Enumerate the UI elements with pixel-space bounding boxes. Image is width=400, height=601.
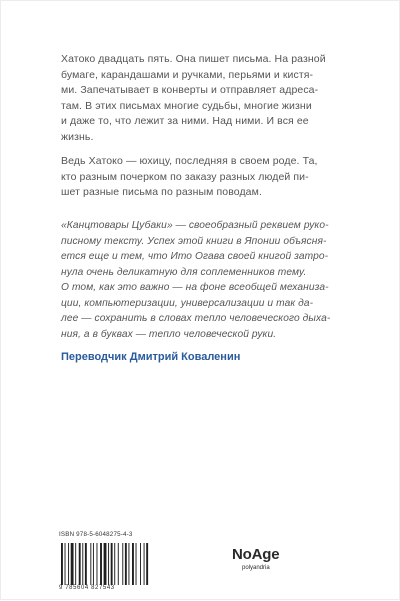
publisher-logo — [232, 546, 312, 576]
barcode-bar — [68, 543, 69, 585]
quote-line: ции, компьютеризации, универсализации и так да- — [61, 297, 314, 309]
barcode-bar — [140, 543, 141, 585]
text-line: кто разным почерком по заказу разных людей пи- — [61, 170, 309, 183]
barcode-bar — [108, 543, 109, 585]
publisher-logo-sub: polyandria — [242, 565, 270, 571]
barcode-bar — [111, 543, 113, 585]
barcode-bar — [146, 543, 148, 585]
barcode-bar — [100, 543, 102, 585]
text-line: Ведь Хатоко — юхицу, последняя в своем роде. Та, — [61, 155, 318, 167]
quote-line: ется еще и тем, что Ито Огава своей книгой затро- — [61, 251, 329, 262]
barcode-bar — [122, 543, 123, 585]
description-paragraph-1 — [61, 52, 345, 145]
barcode-bar — [82, 543, 83, 585]
barcode-bar — [71, 543, 74, 585]
isbn-label: ISBN 978-5-6048275-4-3 — [59, 531, 133, 538]
barcode-bar — [118, 543, 119, 585]
barcode-icon — [59, 543, 179, 591]
barcode-bar — [136, 543, 137, 585]
quote-line: ния, а в буквах — тепло человеческой руки. — [61, 328, 277, 340]
barcode-bar — [65, 543, 66, 585]
description-paragraph-2 — [61, 154, 345, 201]
barcode-bar — [85, 543, 87, 585]
barcode-bar — [128, 543, 129, 585]
text-line: жизнь. — [61, 130, 94, 143]
barcode-bar — [90, 543, 91, 585]
barcode-bar — [75, 543, 76, 585]
text-line: ми. Запечатывает в конверты и отправляет адреса- — [61, 84, 319, 96]
text-line: там. В этих письмах многие судьбы, многие жизни — [61, 99, 312, 112]
text-line: шет разные письма по разным поводам. — [61, 186, 262, 198]
text-line: Хатоко двадцать пять. Она пишет письма. На разной — [61, 53, 326, 65]
barcode-bar — [79, 543, 81, 585]
barcode-bar — [132, 543, 134, 585]
isbn-barcode-block — [59, 531, 179, 601]
translator-credit: Переводчик Дмитрий Коваленин — [61, 351, 241, 363]
barcode-bar — [144, 543, 145, 585]
barcode-bar — [61, 543, 63, 585]
barcode-bar — [104, 543, 107, 585]
publisher-logo-main: NoAge — [232, 546, 280, 563]
barcode-bar — [125, 543, 127, 585]
text-line: бумаге, карандашами и ручками, перьями и кистя- — [61, 68, 314, 81]
quote-line: «Канцтовары Цубаки» — своеобразный реквием руко- — [61, 220, 329, 231]
barcode-bar — [114, 543, 115, 585]
quote-line: лее — сохранить в словах тепло человеческого дыха- — [61, 313, 331, 324]
quote-line: писному тексту. Успех этой книги в Японии объясня- — [61, 235, 327, 247]
barcode-bar — [93, 543, 94, 585]
barcode-bar — [97, 543, 98, 585]
barcode-digits: 9 785604 827543 — [59, 585, 179, 591]
review-quote — [61, 218, 345, 342]
text-line: и даже то, что лежит за ними. Над ними. И вся ее — [61, 115, 309, 127]
quote-line: нула очень деликатную для соплеменников тему. — [61, 266, 307, 278]
quote-line: О том, как это важно — на фоне всеобщей механиза- — [61, 282, 329, 293]
